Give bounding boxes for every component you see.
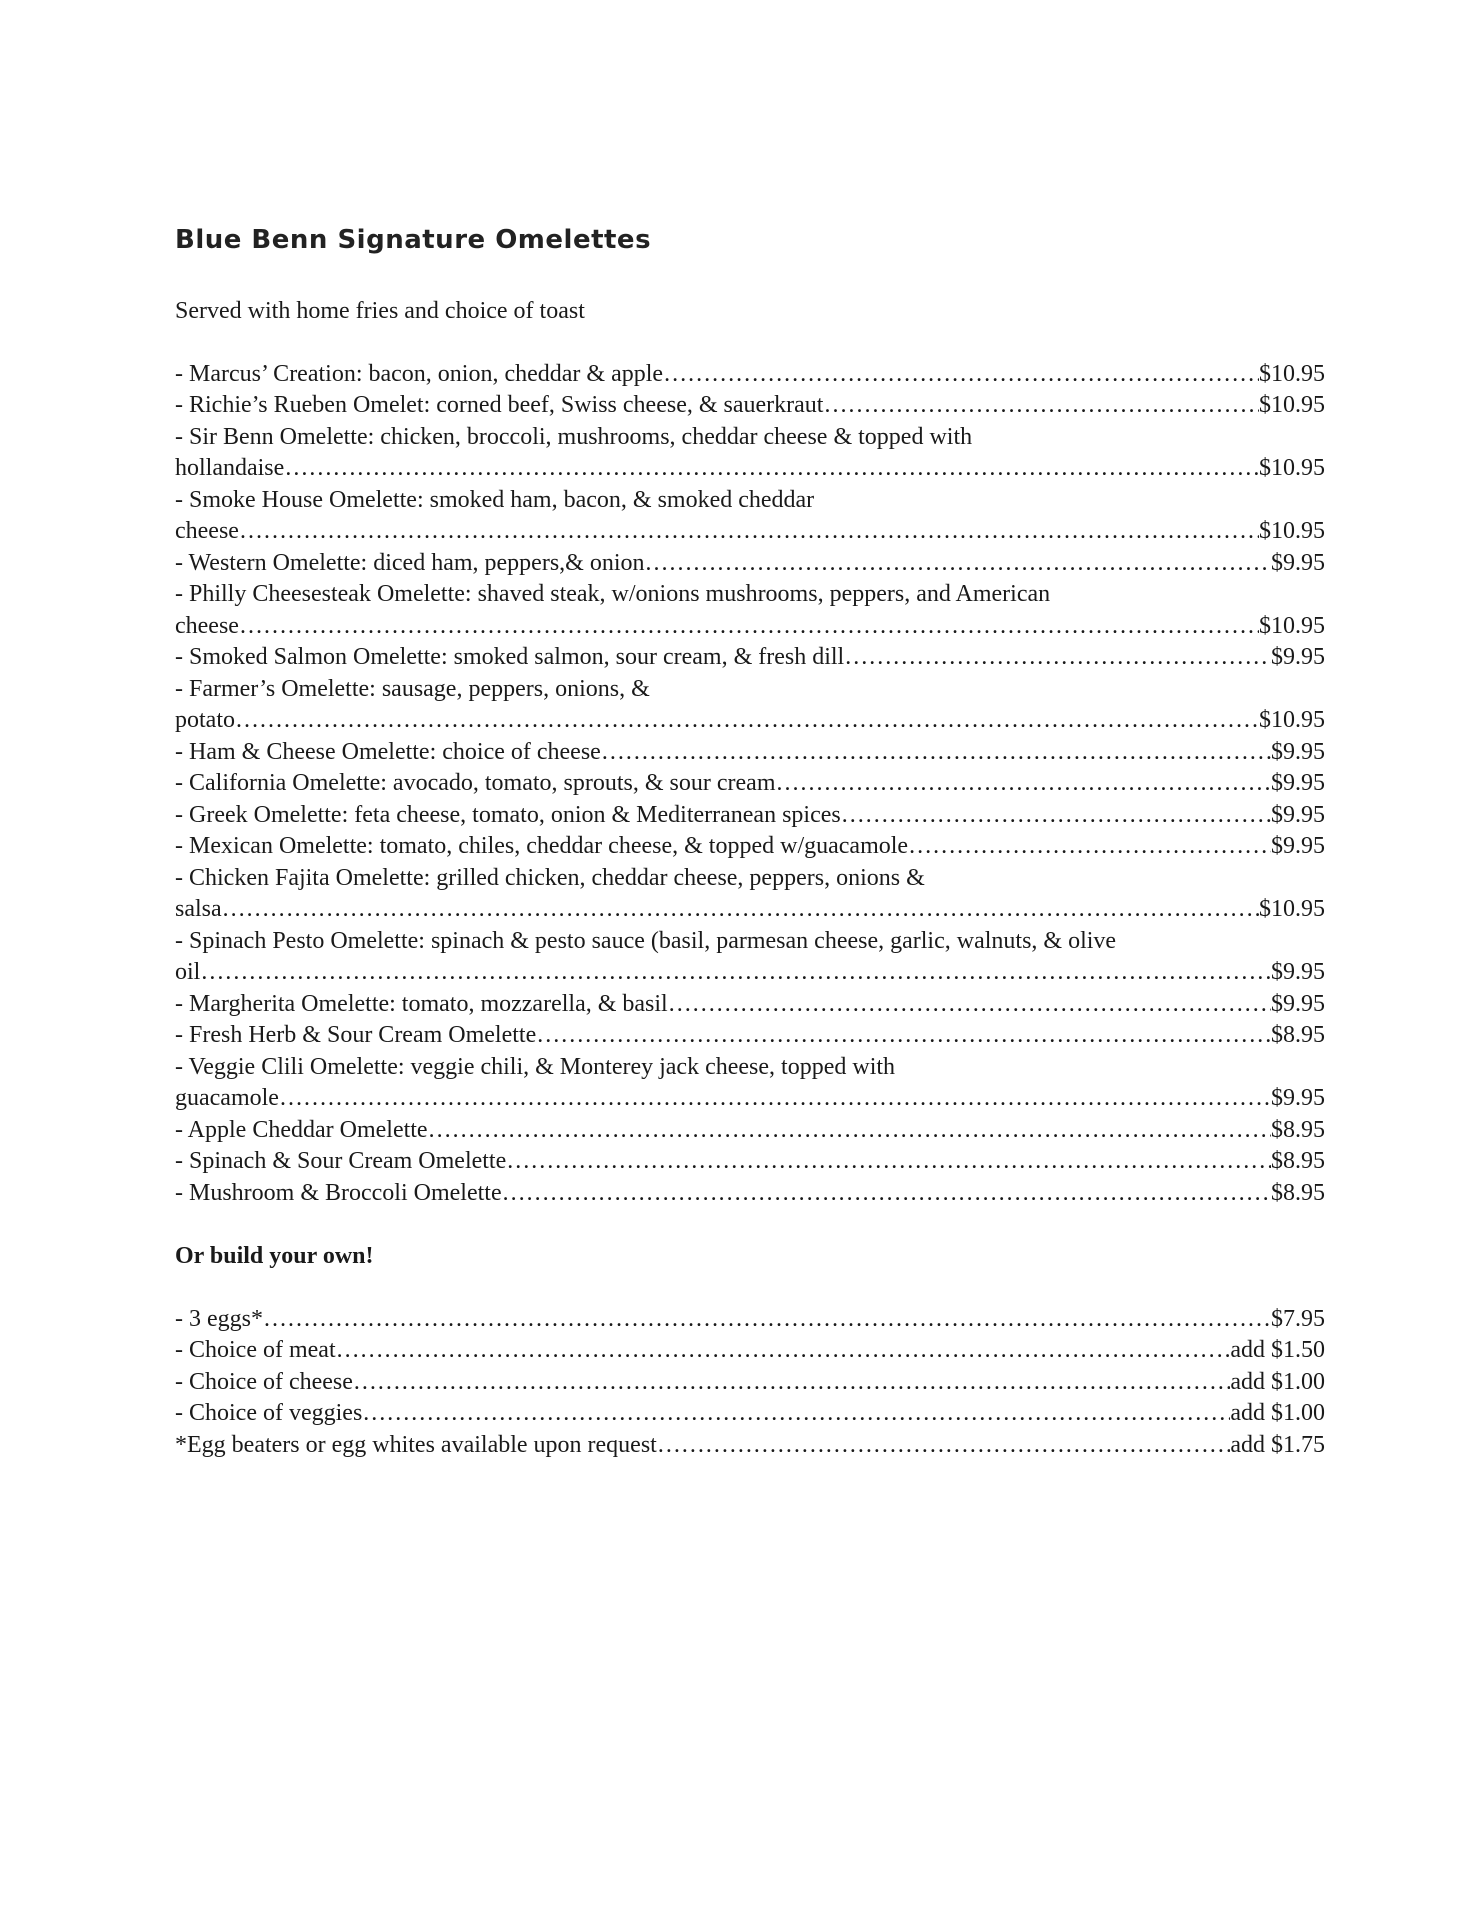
menu-item-row	[175, 800, 1325, 832]
menu-item-price: $9.95	[1271, 770, 1325, 796]
menu-item	[175, 359, 1325, 391]
menu-item-name: - Greek Omelette: feta cheese, tomato, onion & Mediterranean spices	[175, 801, 841, 828]
omelette-list	[175, 359, 1325, 1210]
menu-item-price: $9.95	[1271, 990, 1325, 1017]
menu-item	[175, 390, 1325, 422]
menu-item-name: - Western Omelette: diced ham, peppers,& onion	[175, 549, 645, 576]
dot-leader	[263, 1304, 1271, 1336]
dot-leader	[222, 894, 1259, 926]
dot-leader	[239, 516, 1259, 548]
menu-item-name: oil	[175, 959, 201, 985]
menu-item-price: $10.95	[1259, 392, 1325, 418]
build-option-name: - Choice of veggies	[175, 1400, 363, 1426]
menu-item-row	[175, 516, 1325, 548]
menu-item	[175, 1052, 1325, 1115]
menu-item-name: - Smoked Salmon Omelette: smoked salmon, sour cream, & fresh dill	[175, 644, 845, 670]
menu-item-description: - Veggie Clili Omelette: veggie chili, & Monterey jack cheese, topped with	[175, 1053, 896, 1080]
menu-item-row	[175, 1020, 1325, 1052]
menu-item-name: hollandaise	[175, 455, 285, 481]
dot-leader	[336, 1335, 1231, 1367]
menu-page	[175, 218, 1325, 1461]
dot-leader	[601, 737, 1271, 769]
dot-leader	[536, 1020, 1271, 1052]
build-option-name: - Choice of meat	[175, 1337, 336, 1363]
menu-item-price: $9.95	[1271, 549, 1325, 576]
dot-leader	[657, 1430, 1231, 1462]
menu-item-row	[175, 390, 1325, 422]
menu-item	[175, 800, 1325, 832]
menu-item-row	[175, 989, 1325, 1021]
dot-leader	[235, 705, 1259, 737]
build-option-price: add $1.00	[1230, 1368, 1325, 1395]
menu-item-name: cheese	[175, 612, 239, 639]
dot-leader	[663, 359, 1259, 391]
build-option	[175, 1367, 1325, 1399]
dot-leader	[502, 1178, 1271, 1210]
menu-item	[175, 737, 1325, 769]
build-option	[175, 1430, 1325, 1462]
menu-item-row	[175, 359, 1325, 391]
menu-item-price: $10.95	[1259, 518, 1325, 544]
menu-item-row	[175, 705, 1325, 737]
menu-item-description: - Chicken Fajita Omelette: grilled chicken, cheddar cheese, peppers, onions &	[175, 864, 925, 891]
build-option-price: add $1.50	[1230, 1337, 1325, 1363]
menu-item-name: salsa	[175, 896, 222, 922]
menu-item	[175, 989, 1325, 1021]
menu-item-price: $10.95	[1259, 896, 1325, 922]
build-your-own-list	[175, 1304, 1325, 1462]
build-option	[175, 1398, 1325, 1430]
menu-item-name: cheese	[175, 518, 239, 544]
dot-leader	[428, 1115, 1271, 1147]
build-option-price: $7.95	[1271, 1305, 1325, 1332]
menu-item	[175, 1115, 1325, 1147]
build-option-price: add $1.75	[1230, 1431, 1325, 1458]
build-option-price: add $1.00	[1230, 1400, 1325, 1426]
menu-item-price: $10.95	[1259, 360, 1325, 387]
menu-item	[175, 768, 1325, 800]
menu-item-row	[175, 453, 1325, 485]
build-your-own-heading: Or build your own!	[175, 1243, 374, 1269]
dot-leader	[908, 831, 1271, 863]
menu-item-price: $8.95	[1271, 1148, 1325, 1174]
menu-item-price: $9.95	[1271, 1085, 1325, 1111]
menu-item	[175, 642, 1325, 674]
menu-item-price: $9.95	[1271, 959, 1325, 985]
build-option-name: *Egg beaters or egg whites available upon request	[175, 1431, 657, 1458]
dot-leader	[353, 1367, 1230, 1399]
menu-item-description: - Philly Cheesesteak Omelette: shaved steak, w/onions mushrooms, peppers, and American	[175, 581, 1051, 607]
menu-item-price: $9.95	[1271, 644, 1325, 670]
menu-item-price: $8.95	[1271, 1022, 1325, 1048]
dot-leader	[823, 390, 1259, 422]
menu-item-row	[175, 737, 1325, 769]
menu-item-price: $10.95	[1259, 612, 1325, 639]
menu-item-row	[175, 957, 1325, 989]
dot-leader	[668, 989, 1271, 1021]
menu-item-name: - Richie’s Rueben Omelet: corned beef, Swiss cheese, & sauerkraut	[175, 392, 824, 418]
menu-item-name: - Fresh Herb & Sour Cream Omelette	[175, 1022, 537, 1048]
menu-item-name: guacamole	[175, 1085, 279, 1111]
menu-item-name: - Mexican Omelette: tomato, chiles, cheddar cheese, & topped w/guacamole	[175, 833, 909, 859]
menu-item-row	[175, 1146, 1325, 1178]
menu-item	[175, 579, 1325, 642]
menu-item-row	[175, 894, 1325, 926]
menu-item-price: $10.95	[1259, 455, 1325, 481]
menu-item	[175, 831, 1325, 863]
dot-leader	[841, 800, 1271, 832]
dot-leader	[239, 611, 1259, 643]
menu-item-row	[175, 611, 1325, 643]
dot-leader	[200, 957, 1271, 989]
menu-item-description: - Spinach Pesto Omelette: spinach & pesto sauce (basil, parmesan cheese, garlic, walnuts, & olive	[175, 927, 1117, 954]
menu-item-name: - Marcus’ Creation: bacon, onion, cheddar & apple	[175, 360, 664, 387]
menu-item-row	[175, 548, 1325, 580]
dot-leader	[284, 453, 1259, 485]
menu-item-price: $9.95	[1271, 833, 1325, 859]
menu-item-name: - Mushroom & Broccoli Omelette	[175, 1179, 502, 1206]
menu-item-name: - Margherita Omelette: tomato, mozzarella, & basil	[175, 990, 668, 1017]
build-option	[175, 1304, 1325, 1336]
menu-item-row	[175, 1115, 1325, 1147]
menu-subtitle: Served with home fries and choice of toast	[175, 298, 585, 324]
menu-item-description: - Smoke House Omelette: smoked ham, bacon, & smoked cheddar	[175, 486, 815, 513]
menu-item-row	[175, 1178, 1325, 1210]
menu-item	[175, 1178, 1325, 1210]
menu-item	[175, 548, 1325, 580]
build-option-name: - 3 eggs*	[175, 1305, 263, 1332]
dot-leader	[844, 642, 1271, 674]
menu-item-price: $9.95	[1271, 801, 1325, 828]
menu-item	[175, 1146, 1325, 1178]
dot-leader	[279, 1083, 1271, 1115]
menu-item-row	[175, 768, 1325, 800]
menu-item-row	[175, 642, 1325, 674]
menu-item-price: $8.95	[1271, 1179, 1325, 1206]
menu-item	[175, 926, 1325, 989]
menu-item-name: - Apple Cheddar Omelette	[175, 1116, 428, 1143]
menu-item-price: $10.95	[1259, 707, 1325, 733]
build-option	[175, 1335, 1325, 1367]
menu-item-name: - Ham & Cheese Omelette: choice of cheese	[175, 738, 601, 765]
dot-leader	[362, 1398, 1230, 1430]
menu-item-price: $8.95	[1271, 1116, 1325, 1143]
menu-item-price: $9.95	[1271, 738, 1325, 765]
menu-title: Blue Benn Signature Omelettes	[175, 225, 652, 255]
menu-item-row	[175, 831, 1325, 863]
menu-item	[175, 674, 1325, 737]
menu-item-name: - Spinach & Sour Cream Omelette	[175, 1148, 507, 1174]
dot-leader	[645, 548, 1272, 580]
build-option-name: - Choice of cheese	[175, 1368, 353, 1395]
menu-item-description: - Sir Benn Omelette: chicken, broccoli, mushrooms, cheddar cheese & topped with	[175, 423, 973, 450]
menu-item-name: - California Omelette: avocado, tomato, sprouts, & sour cream	[175, 770, 776, 796]
menu-item	[175, 863, 1325, 926]
menu-item-row	[175, 1083, 1325, 1115]
menu-item-description: - Farmer’s Omelette: sausage, peppers, onions, &	[175, 675, 650, 702]
dot-leader	[776, 768, 1272, 800]
dot-leader	[506, 1146, 1271, 1178]
menu-item	[175, 1020, 1325, 1052]
menu-item	[175, 422, 1325, 485]
menu-item	[175, 485, 1325, 548]
menu-item-name: potato	[175, 707, 235, 733]
